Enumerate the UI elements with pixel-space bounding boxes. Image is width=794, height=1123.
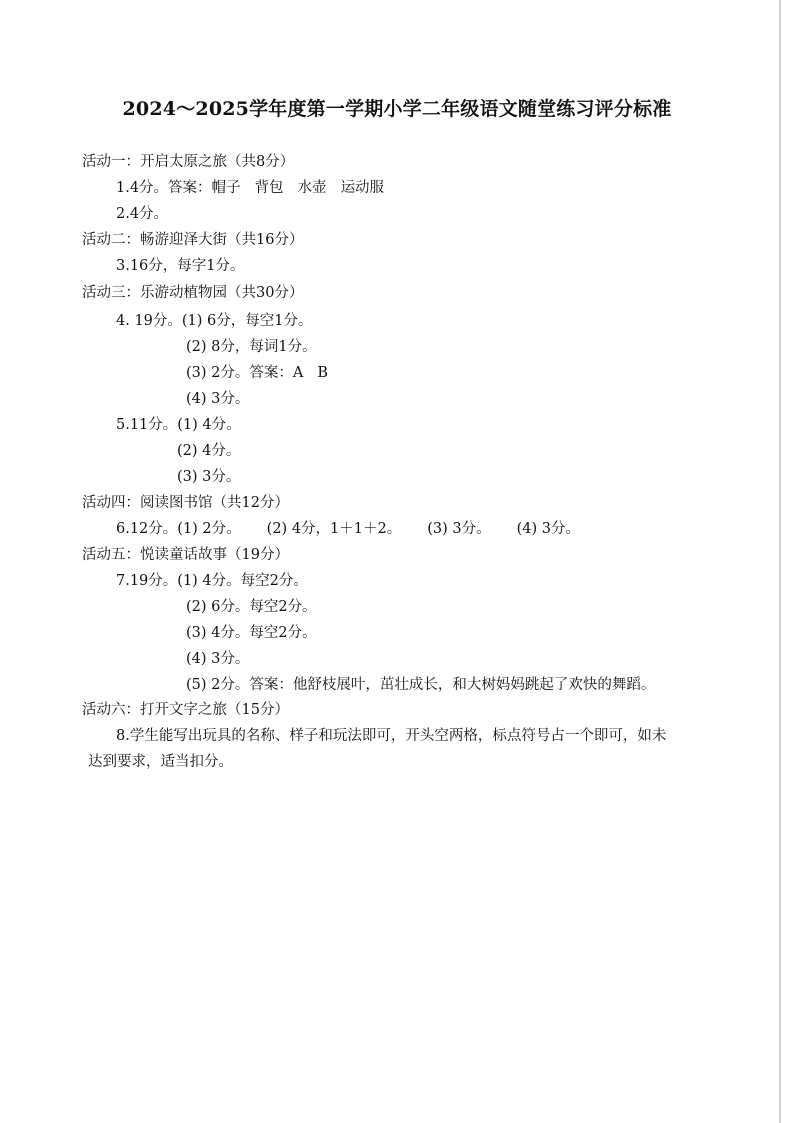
item-5-4: (4) 3分。 <box>186 651 250 667</box>
item-extra: (2) 4分，1＋1＋2。 <box>266 521 402 537</box>
item-3-2: (2) 8分，每词1分。 <box>186 339 317 355</box>
item-5-3: (3) 4分。每空2分。 <box>186 625 317 641</box>
section-heading-4: 活动四：阅读图书馆（共12分） <box>82 495 289 511</box>
item-6-1: 8.学生能写出玩具的名称、样子和玩法即可，开头空两格，标点符号占一个即可，如未 <box>116 728 667 744</box>
item-2-1: 3.16分，每字1分。 <box>116 258 245 274</box>
item-extra: (4) 3分。 <box>516 521 580 537</box>
section-heading-6: 活动六：打开文字之旅（15分） <box>82 702 289 718</box>
item-extra: 水壶 <box>297 180 327 196</box>
item-extra: 背包 <box>254 180 284 196</box>
item-1-1 <box>116 178 384 198</box>
item-3-5: 5.11分。(1) 4分。 <box>116 417 241 433</box>
item-extra: 运动服 <box>340 180 385 196</box>
item-1-2: 2.4分。 <box>116 206 169 222</box>
item-3-1: 4. 19分。(1) 6分，每空1分。 <box>116 313 313 329</box>
item-text: 1.4分。答案：帽子 <box>116 180 241 196</box>
item-5-5: (5) 2分。答案：他舒枝展叶，茁壮成长，和大树妈妈跳起了欢快的舞蹈。 <box>186 677 656 693</box>
item-5-2: (2) 6分。每空2分。 <box>186 599 317 615</box>
section-heading-3: 活动三：乐游动植物园（共30分） <box>82 285 304 301</box>
item-text: (3) 2分。答案：A <box>186 365 304 381</box>
item-3-7: (3) 3分。 <box>177 469 241 485</box>
section-heading-2: 活动二：畅游迎泽大街（共16分） <box>82 232 304 248</box>
item-6-2: 达到要求，适当扣分。 <box>88 754 233 770</box>
item-3-3 <box>186 363 328 383</box>
item-3-6: (2) 4分。 <box>177 443 241 459</box>
item-3-4: (4) 3分。 <box>186 391 250 407</box>
section-heading-1: 活动一：开启太原之旅（共8分） <box>82 154 295 170</box>
item-text: 6.12分。(1) 2分。 <box>116 521 241 537</box>
page-edge-line <box>779 0 781 1123</box>
item-5-1: 7.19分。(1) 4分。每空2分。 <box>116 573 308 589</box>
document-title: 2024～2025学年度第一学期小学二年级语文随堂练习评分标准 <box>122 98 672 120</box>
item-extra: (3) 3分。 <box>427 521 491 537</box>
item-4-1 <box>116 519 580 539</box>
section-heading-5: 活动五：悦读童话故事（19分） <box>82 547 289 563</box>
item-extra: B <box>317 365 329 381</box>
